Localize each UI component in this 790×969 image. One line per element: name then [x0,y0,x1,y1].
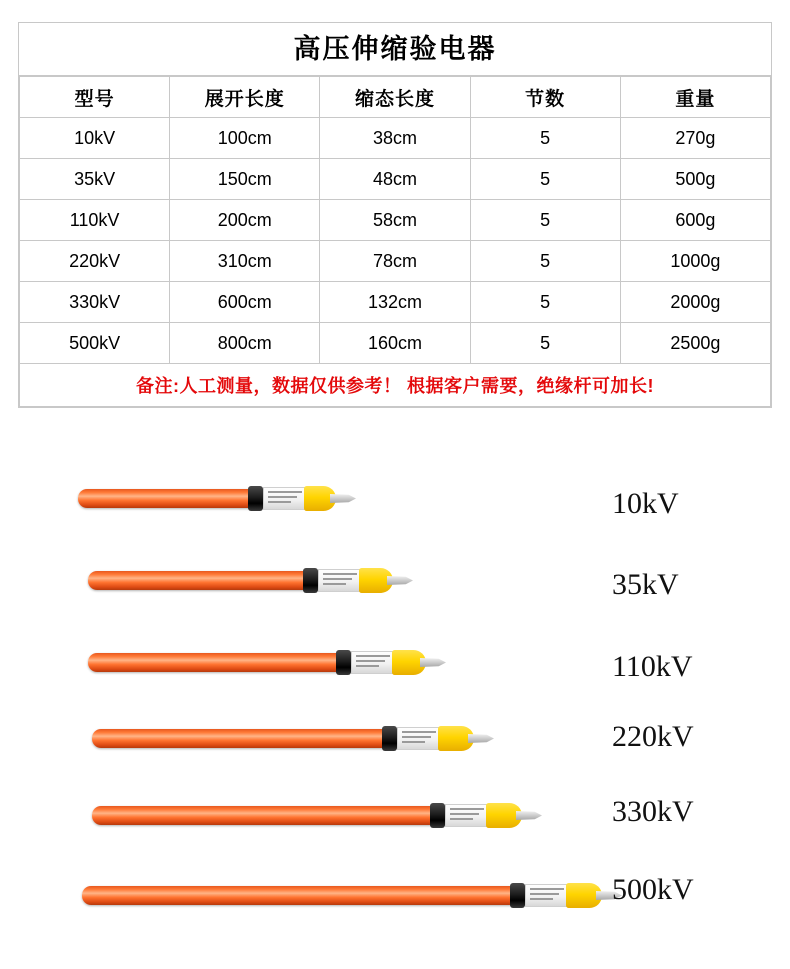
rod-label-110kv: 110kV [612,650,693,683]
metal-probe-tip [420,658,446,667]
column-header-extended-length: 展开长度 [170,77,320,118]
metal-probe-tip [387,576,413,585]
spec-table [19,76,771,407]
cell-extended-length: 800cm [170,323,320,364]
cell-sections: 5 [470,323,620,364]
column-header-retracted-length: 缩态长度 [320,77,470,118]
rod-label-500kv: 500kV [612,873,694,906]
product-label [263,487,307,510]
cell-model: 35kV [20,159,170,200]
cell-model: 220kV [20,241,170,282]
product-image-500kv [82,880,612,910]
cell-weight: 600g [620,200,770,241]
table-row [20,118,771,159]
cell-extended-length: 200cm [170,200,320,241]
cell-retracted-length: 160cm [320,323,470,364]
insulating-pole [88,571,313,590]
cell-extended-length: 150cm [170,159,320,200]
cell-model: 10kV [20,118,170,159]
cell-retracted-length: 48cm [320,159,470,200]
table-row [20,159,771,200]
black-collar [248,486,263,511]
metal-probe-tip [330,494,356,503]
table-row [20,282,771,323]
cell-weight: 2500g [620,323,770,364]
table-row [20,323,771,364]
cell-retracted-length: 132cm [320,282,470,323]
insulating-pole [78,489,258,508]
rod-label-220kv: 220kV [612,720,694,753]
insulating-pole [82,886,520,905]
metal-probe-tip [516,811,542,820]
product-image-10kv [78,483,338,513]
column-header-model: 型号 [20,77,170,118]
cell-weight: 2000g [620,282,770,323]
cell-retracted-length: 58cm [320,200,470,241]
cell-sections: 5 [470,159,620,200]
table-row [20,241,771,282]
rod-label-10kv: 10kV [612,487,679,520]
table-note: 备注:人工测量，数据仅供参考！ 根据客户需要，绝缘杆可加长! [20,364,771,407]
column-header-sections: 节数 [470,77,620,118]
cell-sections: 5 [470,200,620,241]
table-note-row [20,364,771,407]
cell-sections: 5 [470,282,620,323]
product-image-110kv [88,647,433,677]
cell-weight: 500g [620,159,770,200]
table-header-row [20,77,771,118]
cell-weight: 1000g [620,241,770,282]
insulating-pole [92,729,392,748]
product-photo-section [0,455,790,955]
cell-retracted-length: 38cm [320,118,470,159]
cell-weight: 270g [620,118,770,159]
product-label [397,727,441,750]
product-image-330kv [92,800,532,830]
product-label [445,804,489,827]
product-label [525,884,569,907]
spec-table-panel [18,22,772,408]
black-collar [430,803,445,828]
insulating-pole [92,806,440,825]
table-row [20,200,771,241]
column-header-weight: 重量 [620,77,770,118]
black-collar [382,726,397,751]
cell-retracted-length: 78cm [320,241,470,282]
black-collar [510,883,525,908]
cell-model: 110kV [20,200,170,241]
black-collar [336,650,351,675]
cell-extended-length: 600cm [170,282,320,323]
rod-label-330kv: 330kV [612,795,694,828]
rod-label-35kv: 35kV [612,568,679,601]
product-label [318,569,362,592]
cell-model: 330kV [20,282,170,323]
cell-extended-length: 310cm [170,241,320,282]
cell-extended-length: 100cm [170,118,320,159]
product-label [351,651,395,674]
product-image-35kv [88,565,398,595]
cell-sections: 5 [470,241,620,282]
page-title: 高压伸缩验电器 [19,23,771,76]
insulating-pole [88,653,346,672]
cell-sections: 5 [470,118,620,159]
metal-probe-tip [468,734,494,743]
cell-model: 500kV [20,323,170,364]
black-collar [303,568,318,593]
product-image-220kv [92,723,482,753]
